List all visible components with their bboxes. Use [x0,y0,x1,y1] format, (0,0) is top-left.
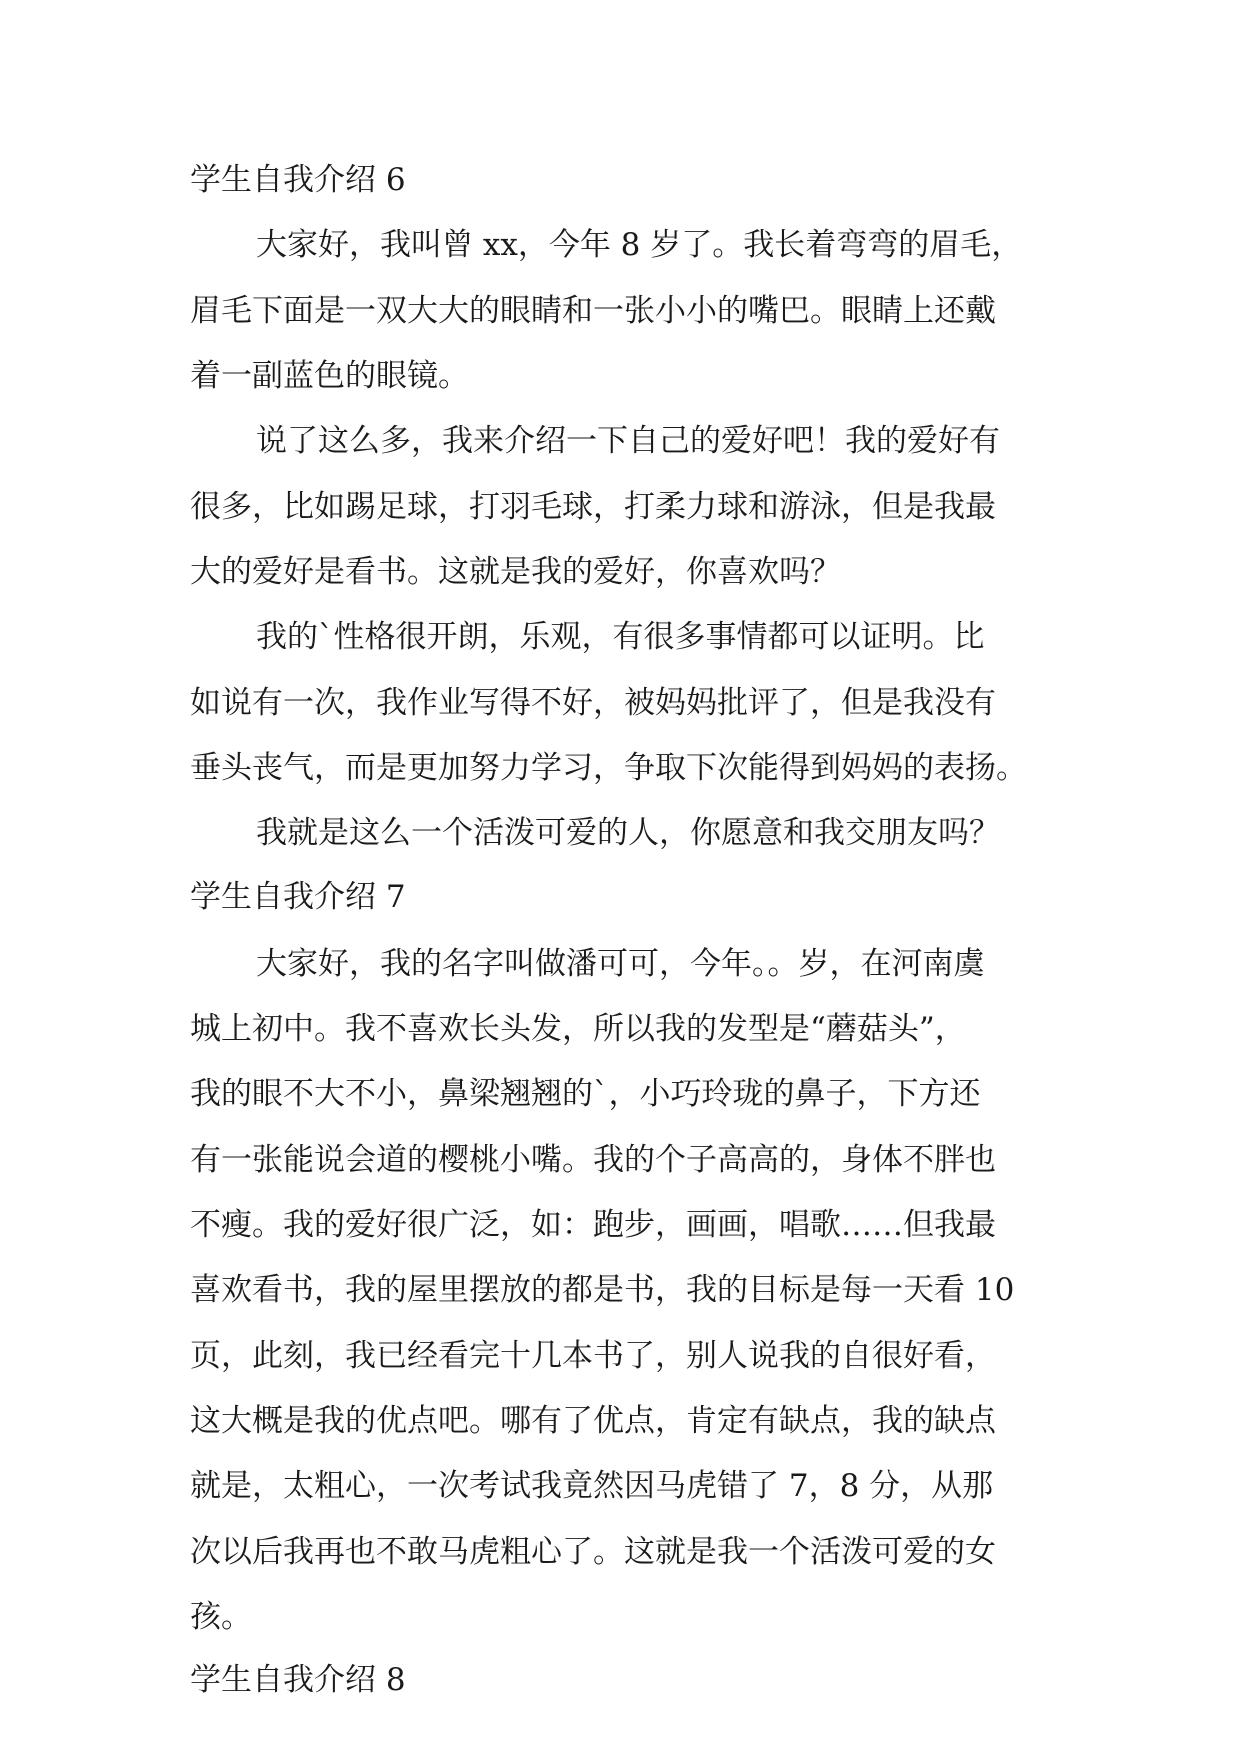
paragraph-line: 不瘦。我的爱好很广泛，如：跑步，画画，唱歌……但我最 [190,1207,996,1243]
section-heading: 学生自我介绍 8 [190,1662,406,1698]
paragraph-line: 喜欢看书，我的屋里摆放的都是书，我的目标是每一天看 10 [190,1272,1015,1308]
paragraph-line: 如说有一次，我作业写得不好，被妈妈批评了，但是我没有 [190,685,996,721]
paragraph-line: 这大概是我的优点吧。哪有了优点，肯定有缺点，我的缺点 [190,1403,996,1439]
section-heading: 学生自我介绍 7 [190,879,406,915]
paragraph-line: 很多，比如踢足球，打羽毛球，打柔力球和游泳，但是我最 [190,489,996,525]
paragraph-line: 大家好，我的名字叫做潘可可，今年。。岁，在河南虞 [256,946,985,982]
paragraph-line: 说了这么多，我来介绍一下自己的爱好吧！我的爱好有 [256,423,1000,459]
paragraph-line: 孩。 [190,1599,252,1635]
paragraph-line: 我就是这么一个活泼可爱的人，你愿意和我交朋友吗？ [256,815,1000,851]
paragraph-line: 垂头丧气，而是更加努力学习，争取下次能得到妈妈的表扬。 [190,750,1027,786]
paragraph-line: 大家好，我叫曾 xx，今年 8 岁了。我长着弯弯的眉毛， [256,227,1023,263]
paragraph-line: 我的`性格很开朗，乐观，有很多事情都可以证明。比 [256,619,985,655]
section-heading: 学生自我介绍 6 [190,162,406,198]
paragraph-line: 就是，太粗心，一次考试我竟然因马虎错了 7，8 分，从那 [190,1468,994,1504]
paragraph-line: 城上初中。我不喜欢长头发，所以我的发型是“蘑菇头”， [190,1011,966,1047]
paragraph-line: 页，此刻，我已经看完十几本书了，别人说我的自很好看， [190,1338,996,1374]
paragraph-line: 次以后我再也不敢马虎粗心了。这就是我一个活泼可爱的女 [190,1534,996,1570]
paragraph-line: 有一张能说会道的樱桃小嘴。我的个子高高的，身体不胖也 [190,1142,996,1178]
paragraph-line: 着一副蓝色的眼镜。 [190,358,469,394]
paragraph-line: 眉毛下面是一双大大的眼睛和一张小小的嘴巴。眼睛上还戴 [190,293,996,329]
paragraph-line: 大的爱好是看书。这就是我的爱好，你喜欢吗？ [190,554,841,590]
paragraph-line: 我的眼不大不小，鼻梁翘翘的`，小巧玲珑的鼻子，下方还 [190,1076,981,1112]
